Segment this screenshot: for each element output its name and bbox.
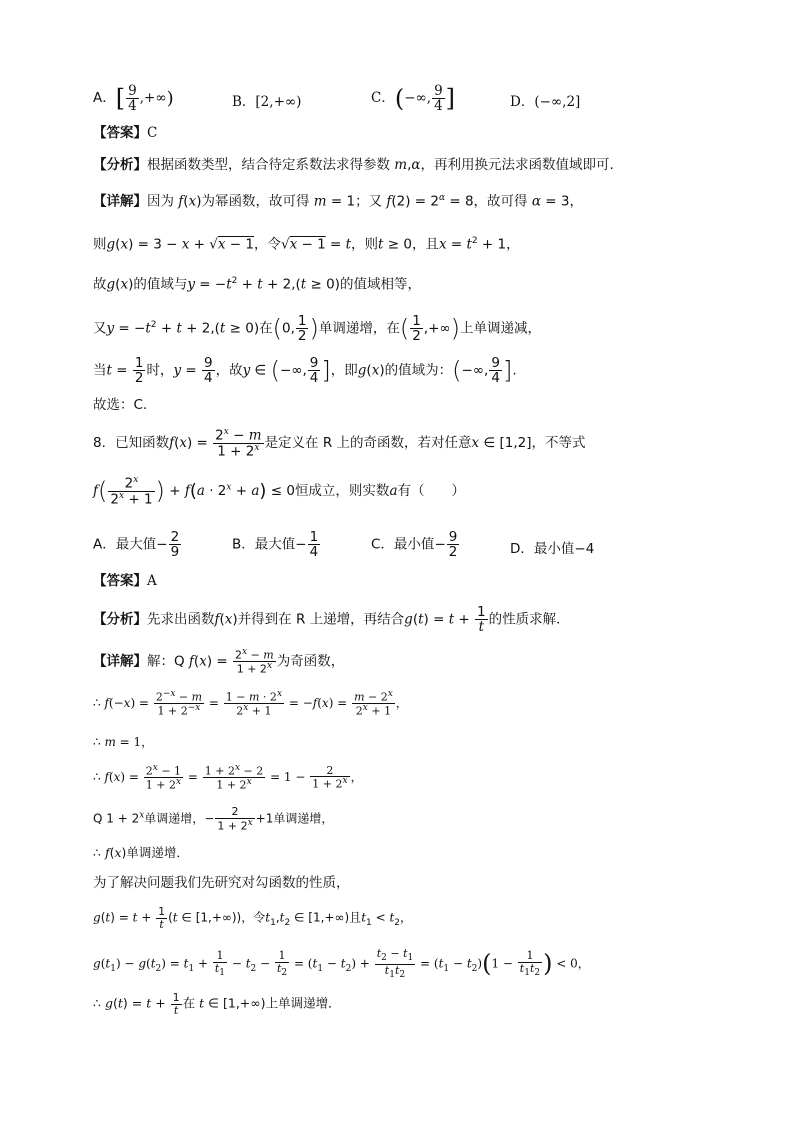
detail-7-line-5: 当t = $\frac{1}{2}$ 时，y = $\frac{9}{4}$ ，故y ∈ (−∞, $\frac{9}{4}$ ]，即g(x)的值域为：(−∞, $\frac{9}{4}$ ].: [93, 355, 517, 387]
detail-8-line-9: $g(t_1) - g(t_2) = t_1$ + $\frac{1}{t_1}$ − $t_2$ − $\frac{1}{t_2}$ = $(t_1 - t_2)$ + $\frac{t_2 - t_1}{t_1t_2}$ = $(t_1 - t_2)(1$ − $\frac{1}{t_1t_2}$ ) < 0，: [93, 947, 590, 980]
option-b-7: B．[2,+∞): [232, 94, 302, 110]
analysis-7: 【分析】根据函数类型，结合待定系数法求得参数 m,α，再利用换元法求函数值域即可.: [93, 157, 614, 173]
detail-8-line-3: ∴ m = 1，: [93, 735, 154, 749]
detail-8-line-8: g(t) = t + $\frac{1}{t}$ (t ∈ [1,+∞))，令$t_1,t_2$ ∈ [1,+∞)且$t_1 < t_2$，: [93, 905, 413, 931]
detail-7-line-2: 则g(x) = 3 − x + √x − 1，令√x − 1 = t，则t ≥ 0，且$x = t^2 + 1$，: [93, 236, 520, 253]
detail-8-line-6: ∴ f(x)单调递增．: [93, 845, 189, 860]
answer-7: 【答案】C: [93, 125, 158, 141]
option-a-8: A．最大值− $\frac{2}{9}$: [93, 529, 180, 561]
question-8-line-1: 8．已知函数f(x) = $\frac{2^x - m}{1 + 2^x}$ 是定义在 R 上的奇函数，若对任意x ∈ [1,2]，不等式: [93, 427, 586, 460]
detail-7-line-3: 故g(x)的值域与$y = -t^2 + t + 2,(t \ge 0)$的值域相等，: [93, 276, 421, 293]
question-8-line-2: f( $\frac{2^x}{2^x + 1}$ ) + $f(a \cdot 2^x + a) \le 0$恒成立，则实数a有（ ）: [93, 475, 465, 508]
detail-8-line-5: Q $1 + 2^x$单调递增，− $\frac{2}{1 + 2^x}$ +1单调递增，: [93, 805, 334, 833]
detail-8-line-1: 【详解】解：Q f(x) = $\frac{2^x - m}{1 + 2^x}$ 为奇函数，: [93, 647, 345, 676]
detail-7-line-4: 又$y = -t^2 + t + 2,(t \ge 0)$在(0, $\frac{1}{2}$ )单调递增，在( $\frac{1}{2}$ ,+∞)上单调递减，: [93, 313, 542, 345]
detail-8-line-10: ∴ g(t) = t + $\frac{1}{t}$ 在 t ∈ [1,+∞)上单调递增．: [93, 991, 341, 1017]
detail-8-line-7: 为了解决问题我们先研究对勾函数的性质，: [93, 875, 350, 891]
option-c-8: C．最小值− $\frac{9}{2}$: [371, 529, 458, 561]
detail-7-conclusion: 故选：C.: [93, 397, 148, 413]
detail-8-line-4: ∴ f(x) = $\frac{2^x - 1}{1 + 2^x}$ = $\frac{1 + 2^x - 2}{1 + 2^x}$ = 1 − $\frac{2}{1 + 2^x}$ ，: [93, 763, 363, 792]
analysis-8: 【分析】先求出函数f(x)并得到在 R 上递增，再结合g(t) = t + $\frac{1}{t}$ 的性质求解．: [93, 604, 570, 636]
option-d-7: D．(−∞,2]: [510, 94, 581, 110]
answer-8: 【答案】A: [93, 573, 157, 589]
detail-8-line-2: ∴ f(−x) = $\frac{2^{-x} - m}{1 + 2^{-x}}$ = $\frac{1 - m \cdot 2^x}{2^x + 1}$ = −f(x) = $\frac{m - 2^x}{2^x + 1}$ ，: [93, 689, 408, 718]
detail-7-line-1: 【详解】因为 f(x)为幂函数，故可得 m = 1；又 $f(2) = 2^\alpha = 8$，故可得 α = 3，: [93, 193, 583, 210]
option-b-8: B．最大值− $\frac{1}{4}$: [232, 529, 319, 561]
option-a-7: A．[ $\frac{9}{4}$ ,+∞): [93, 83, 174, 115]
option-c-7: C．(−∞, $\frac{9}{4}$ ]: [371, 83, 456, 115]
option-d-8: D．最小值−4: [510, 541, 595, 557]
